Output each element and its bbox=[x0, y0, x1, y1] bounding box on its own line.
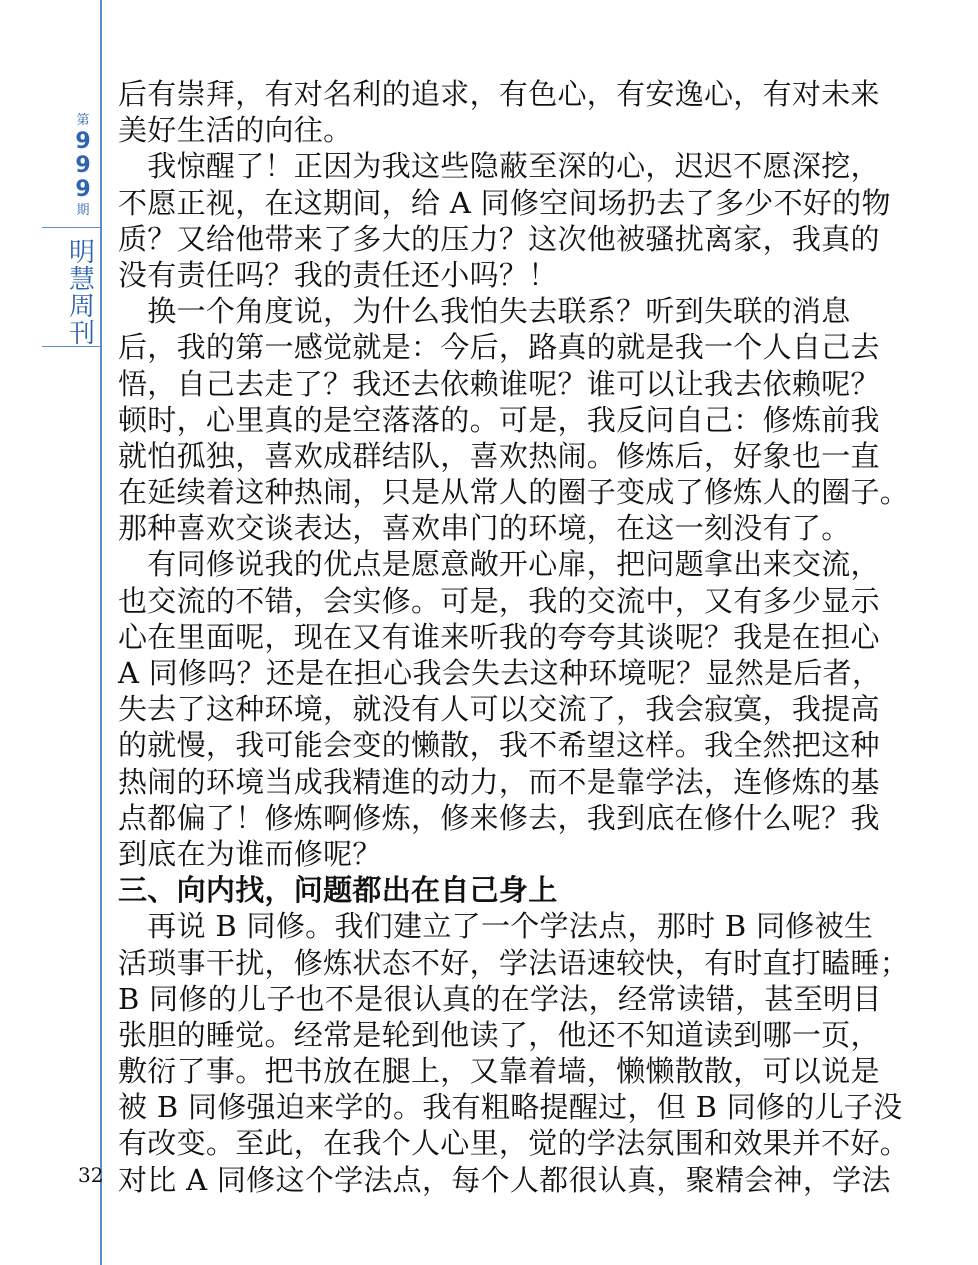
text-line: 那种喜欢交谈表达，喜欢串门的环境，在这一刻没有了。 bbox=[118, 511, 851, 546]
text-line: 就怕孤独，喜欢成群结队，喜欢热闹。修炼后，好象也一直 bbox=[118, 438, 880, 473]
text-line: 对比 A 同修这个学法点，每个人都很认真，聚精会神，学法 bbox=[118, 1162, 891, 1197]
issue-prefix: 第 bbox=[76, 113, 90, 128]
magazine-char: 刊 bbox=[68, 319, 95, 349]
text-line: 后有崇拜，有对名利的追求，有色心，有安逸心，有对未来 bbox=[118, 77, 880, 111]
text-line: B 同修的儿子也不是很认真的在学法，经常读错，甚至明目 bbox=[118, 981, 882, 1016]
text-line: 活琐事干扰，修炼状态不好，学法语速较快，有时直打瞌睡； bbox=[118, 945, 910, 980]
text-line: 有改变。至此，在我个人心里，觉的学法氛围和效果并不好。 bbox=[118, 1126, 910, 1161]
text-line: 我惊醒了！正因为我这些隐蔽至深的心，迟迟不愿深挖， bbox=[118, 149, 880, 184]
issue-number bbox=[66, 112, 100, 220]
text-line: 换一个角度说，为什么我怕失去联系？听到失联的消息 bbox=[118, 294, 851, 329]
page-number: 32 bbox=[78, 1163, 104, 1187]
text-line: 后，我的第一感觉就是：今后，路真的就是我一个人自己去 bbox=[118, 330, 880, 365]
text-line: 也交流的不错，会实修。可是，我的交流中，又有多少显示 bbox=[118, 583, 880, 618]
sidebar-divider bbox=[42, 227, 100, 228]
text-line: 被 B 同修强迫来学的。我有粗略提醒过，但 B 同修的儿子没 bbox=[118, 1090, 903, 1125]
text-line: 到底在为谁而修呢？ bbox=[118, 836, 382, 871]
text-line: 没有责任吗？我的责任还小吗？！ bbox=[118, 257, 558, 292]
issue-suffix: 期 bbox=[76, 203, 90, 218]
magazine-name bbox=[64, 240, 100, 348]
text-line: 的就慢，我可能会变的懒散，我不希望这样。我全然把这种 bbox=[118, 728, 880, 763]
magazine-char: 慧 bbox=[68, 265, 95, 295]
text-line: 心在里面呢，现在又有谁来听我的夸夸其谈呢？我是在担心 bbox=[118, 619, 880, 654]
text-line: 美好生活的向往。 bbox=[118, 113, 353, 148]
issue-digit: 9 bbox=[75, 177, 91, 202]
text-line: 质？又给他带来了多大的压力？这次他被骚扰离家，我真的 bbox=[118, 221, 880, 256]
text-line: 悟，自己去走了？我还去依赖谁呢？谁可以让我去依赖呢？ bbox=[118, 366, 880, 401]
text-line: 敷衍了事。把书放在腿上，又靠着墙，懒懒散散，可以说是 bbox=[118, 1054, 880, 1089]
magazine-char: 周 bbox=[68, 292, 95, 322]
article-body bbox=[118, 76, 910, 1198]
margin-rule bbox=[100, 0, 102, 1265]
section-heading: 三、向内找，问题都出在自己身上 bbox=[118, 873, 558, 908]
issue-digit: 9 bbox=[75, 129, 91, 154]
text-line: 在延续着这种热闹，只是从常人的圈子变成了修炼人的圈子。 bbox=[118, 475, 910, 510]
text-line: 顿时，心里真的是空落落的。可是，我反问自己：修炼前我 bbox=[118, 402, 880, 437]
text-line: A 同修吗？还是在担心我会失去这种环境呢？显然是后者， bbox=[118, 656, 882, 690]
text-line: 点都偏了！修炼啊修炼，修来修去，我到底在修什么呢？我 bbox=[118, 800, 880, 835]
text-line: 失去了这种环境，就没有人可以交流了，我会寂寞，我提高 bbox=[118, 692, 880, 727]
text-line: 张胆的睡觉。经常是轮到他读了，他还不知道读到哪一页， bbox=[118, 1017, 880, 1052]
issue-digit: 9 bbox=[75, 153, 91, 178]
text-line: 有同修说我的优点是愿意敞开心扉，把问题拿出来交流， bbox=[118, 547, 880, 582]
text-line: 热闹的环境当成我精進的动力，而不是靠学法，连修炼的基 bbox=[118, 764, 880, 799]
text-line: 不愿正视，在这期间，给 A 同修空间场扔去了多少不好的物 bbox=[118, 185, 891, 220]
text-line: 再说 B 同修。我们建立了一个学法点，那时 B 同修被生 bbox=[118, 909, 874, 944]
magazine-char: 明 bbox=[68, 238, 95, 268]
